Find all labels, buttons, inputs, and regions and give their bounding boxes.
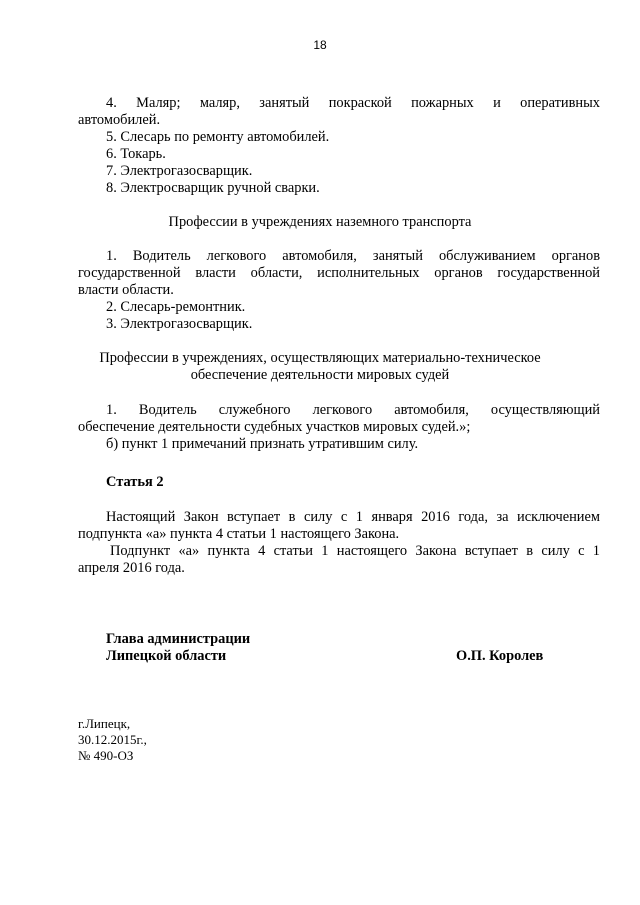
- list-item: 4. Маляр; маляр, занятый покраской пожарных и оперативных: [106, 95, 600, 111]
- footer-city: г.Липецк,: [78, 716, 131, 731]
- article-title: Статья 2: [106, 474, 164, 490]
- signature-name: О.П. Королев: [456, 648, 544, 664]
- paragraph-line: Подпункт «а» пункта 4 статьи 1 настоящего Закона вступает в силу с 1: [110, 543, 600, 559]
- section-heading: обеспечение деятельности мировых судей: [190, 367, 450, 383]
- list-item: 5. Слесарь по ремонту автомобилей.: [106, 129, 330, 145]
- list-item: 3. Электрогазосварщик.: [106, 316, 253, 332]
- list-item: 1. Водитель служебного легкового автомобиля, осуществляющий: [106, 402, 600, 418]
- list-item: государственной власти области, исполнительных органов государственной: [78, 265, 600, 281]
- footer-date: 30.12.2015г.,: [78, 732, 147, 747]
- list-item: 6. Токарь.: [106, 146, 166, 162]
- signature-title: Липецкой области: [106, 648, 227, 664]
- list-item: автомобилей.: [78, 112, 161, 128]
- section-heading: Профессии в учреждениях наземного транспорта: [168, 214, 472, 230]
- list-item: 1. Водитель легкового автомобиля, занятый обслуживанием органов: [106, 248, 600, 264]
- section-heading: Профессии в учреждениях, осуществляющих материально-техническое: [99, 350, 541, 366]
- list-item: 2. Слесарь-ремонтник.: [106, 299, 246, 315]
- paragraph-line: апреля 2016 года.: [78, 560, 185, 576]
- footer-number: № 490-ОЗ: [78, 748, 134, 763]
- list-item: 8. Электросварщик ручной сварки.: [106, 180, 320, 196]
- paragraph-line: Настоящий Закон вступает в силу с 1 января 2016 года, за исключением: [106, 509, 600, 525]
- list-item: власти области.: [78, 282, 174, 298]
- signature-title: Глава администрации: [106, 631, 251, 647]
- paragraph-line: подпункта «а» пункта 4 статьи 1 настоящего Закона.: [78, 526, 400, 542]
- list-item: 7. Электрогазосварщик.: [106, 163, 253, 179]
- page-number: 18: [313, 38, 327, 52]
- list-item: б) пункт 1 примечаний признать утратившим силу.: [106, 436, 419, 452]
- list-item: обеспечение деятельности судебных участков мировых судей.»;: [78, 419, 471, 435]
